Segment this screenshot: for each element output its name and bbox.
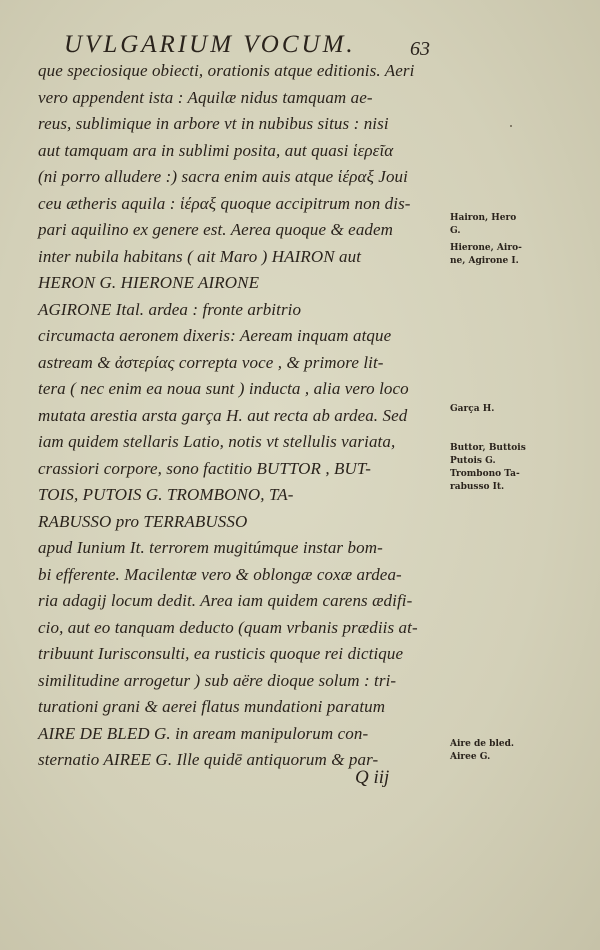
text-line: cio, aut eo tanquam deducto (quam vrbanis prædiis at- [38, 617, 418, 637]
text-line: mutata arestia arsta garça H. aut recta ab ardea. Sed [38, 405, 408, 425]
margin-note-aire [450, 738, 520, 764]
text-line: bi efferente. Macilentæ vero & oblongæ coxæ ardea- [38, 564, 402, 584]
text-line: AGIRONE Ital. ardea : fronte arbitrio [38, 299, 302, 319]
margin-note-line: Garça H. [450, 404, 495, 414]
margin-note-line: Hierone, Airo- [450, 243, 522, 253]
running-header: UVLGARIUM VOCUM. [64, 31, 356, 58]
text-line: tribuunt Iurisconsulti, ea rusticis quoque rei dictique [38, 644, 404, 663]
text-line: RABUSSO pro TERRABUSSO [38, 511, 248, 531]
text-line: vero appendent ista : Aquilæ nidus tamquam ae- [38, 87, 373, 107]
text-line: circumacta aeronem dixeris: Aeream inquam atque [38, 326, 392, 345]
text-line: aut tamquam ara in sublimi posita, aut quasi ἱερεῖα [38, 140, 394, 160]
text-line: ria adagij locum dedit. Area iam quidem carens ædifi- [38, 591, 413, 610]
margin-note-line: Hairon, Hero [450, 213, 517, 223]
text-line: turationi grani & aerei flatus mundationi paratum [38, 697, 386, 716]
text-line: AIRE DE BLED G. in aream manipulorum con- [38, 723, 369, 743]
paper-speck [510, 125, 512, 127]
margin-note-hairon [450, 212, 520, 238]
margin-note-line: Buttor, Buttois [450, 443, 526, 453]
text-line: (ni porro alludere :) sacra enim auis atque ἱέραξ Joui [38, 167, 408, 186]
text-line: iam quidem stellaris Latio, notis vt stellulis variata, [38, 432, 396, 451]
margin-note-line: Putois G. [450, 456, 496, 466]
text-line: pari aquilino ex genere est. Aerea quoque & eadem [38, 220, 394, 239]
text-line: crassiori corpore, sono factitio BUTTOR , BUT- [38, 458, 371, 478]
text-line: que speciosique obiecti, orationis atque editionis. Aeri [38, 61, 415, 80]
margin-note-line: rabusso It. [450, 482, 505, 492]
margin-note-hierone [450, 242, 520, 268]
text-line: similitudine arrogetur ) sub aëre dioque solum : tri- [38, 670, 397, 690]
body-text [38, 58, 458, 774]
text-line: inter nubila habitans ( ait Maro ) HAIRON aut [38, 246, 362, 266]
text-line: astream & ἀστερίας correpta voce , & primore lit- [38, 352, 384, 372]
page-number: 63 [410, 38, 430, 60]
margin-note-line: Trombono Ta- [450, 469, 520, 479]
margin-note-line: Aire de bled. [450, 739, 515, 749]
text-line: tera ( nec enim ea noua sunt ) inducta , alia vero loco [38, 379, 409, 398]
text-line: TOIS, PUTOIS G. TROMBONO, TA- [38, 485, 294, 504]
margin-note-buttor [450, 442, 526, 494]
text-line: reus, sublimique in arbore vt in nubibus situs : nisi [38, 114, 389, 133]
margin-note-line: Airee G. [450, 752, 491, 762]
text-line: apud Iunium It. terrorem mugitúmque instar bom- [38, 538, 383, 557]
text-line: ceu ætheris aquila : ἱέραξ quoque accipitrum non dis- [38, 193, 411, 213]
margin-note-line: ne, Agirone I. [450, 256, 519, 266]
signature-mark: Q iij [355, 767, 390, 788]
margin-note-garca [450, 403, 520, 416]
text-line: sternatio AIREE G. Ille quidē antiquorum & par- [38, 750, 379, 769]
margin-note-line: G. [450, 226, 461, 236]
text-line: HERON G. HIERONE AIRONE [38, 273, 260, 292]
